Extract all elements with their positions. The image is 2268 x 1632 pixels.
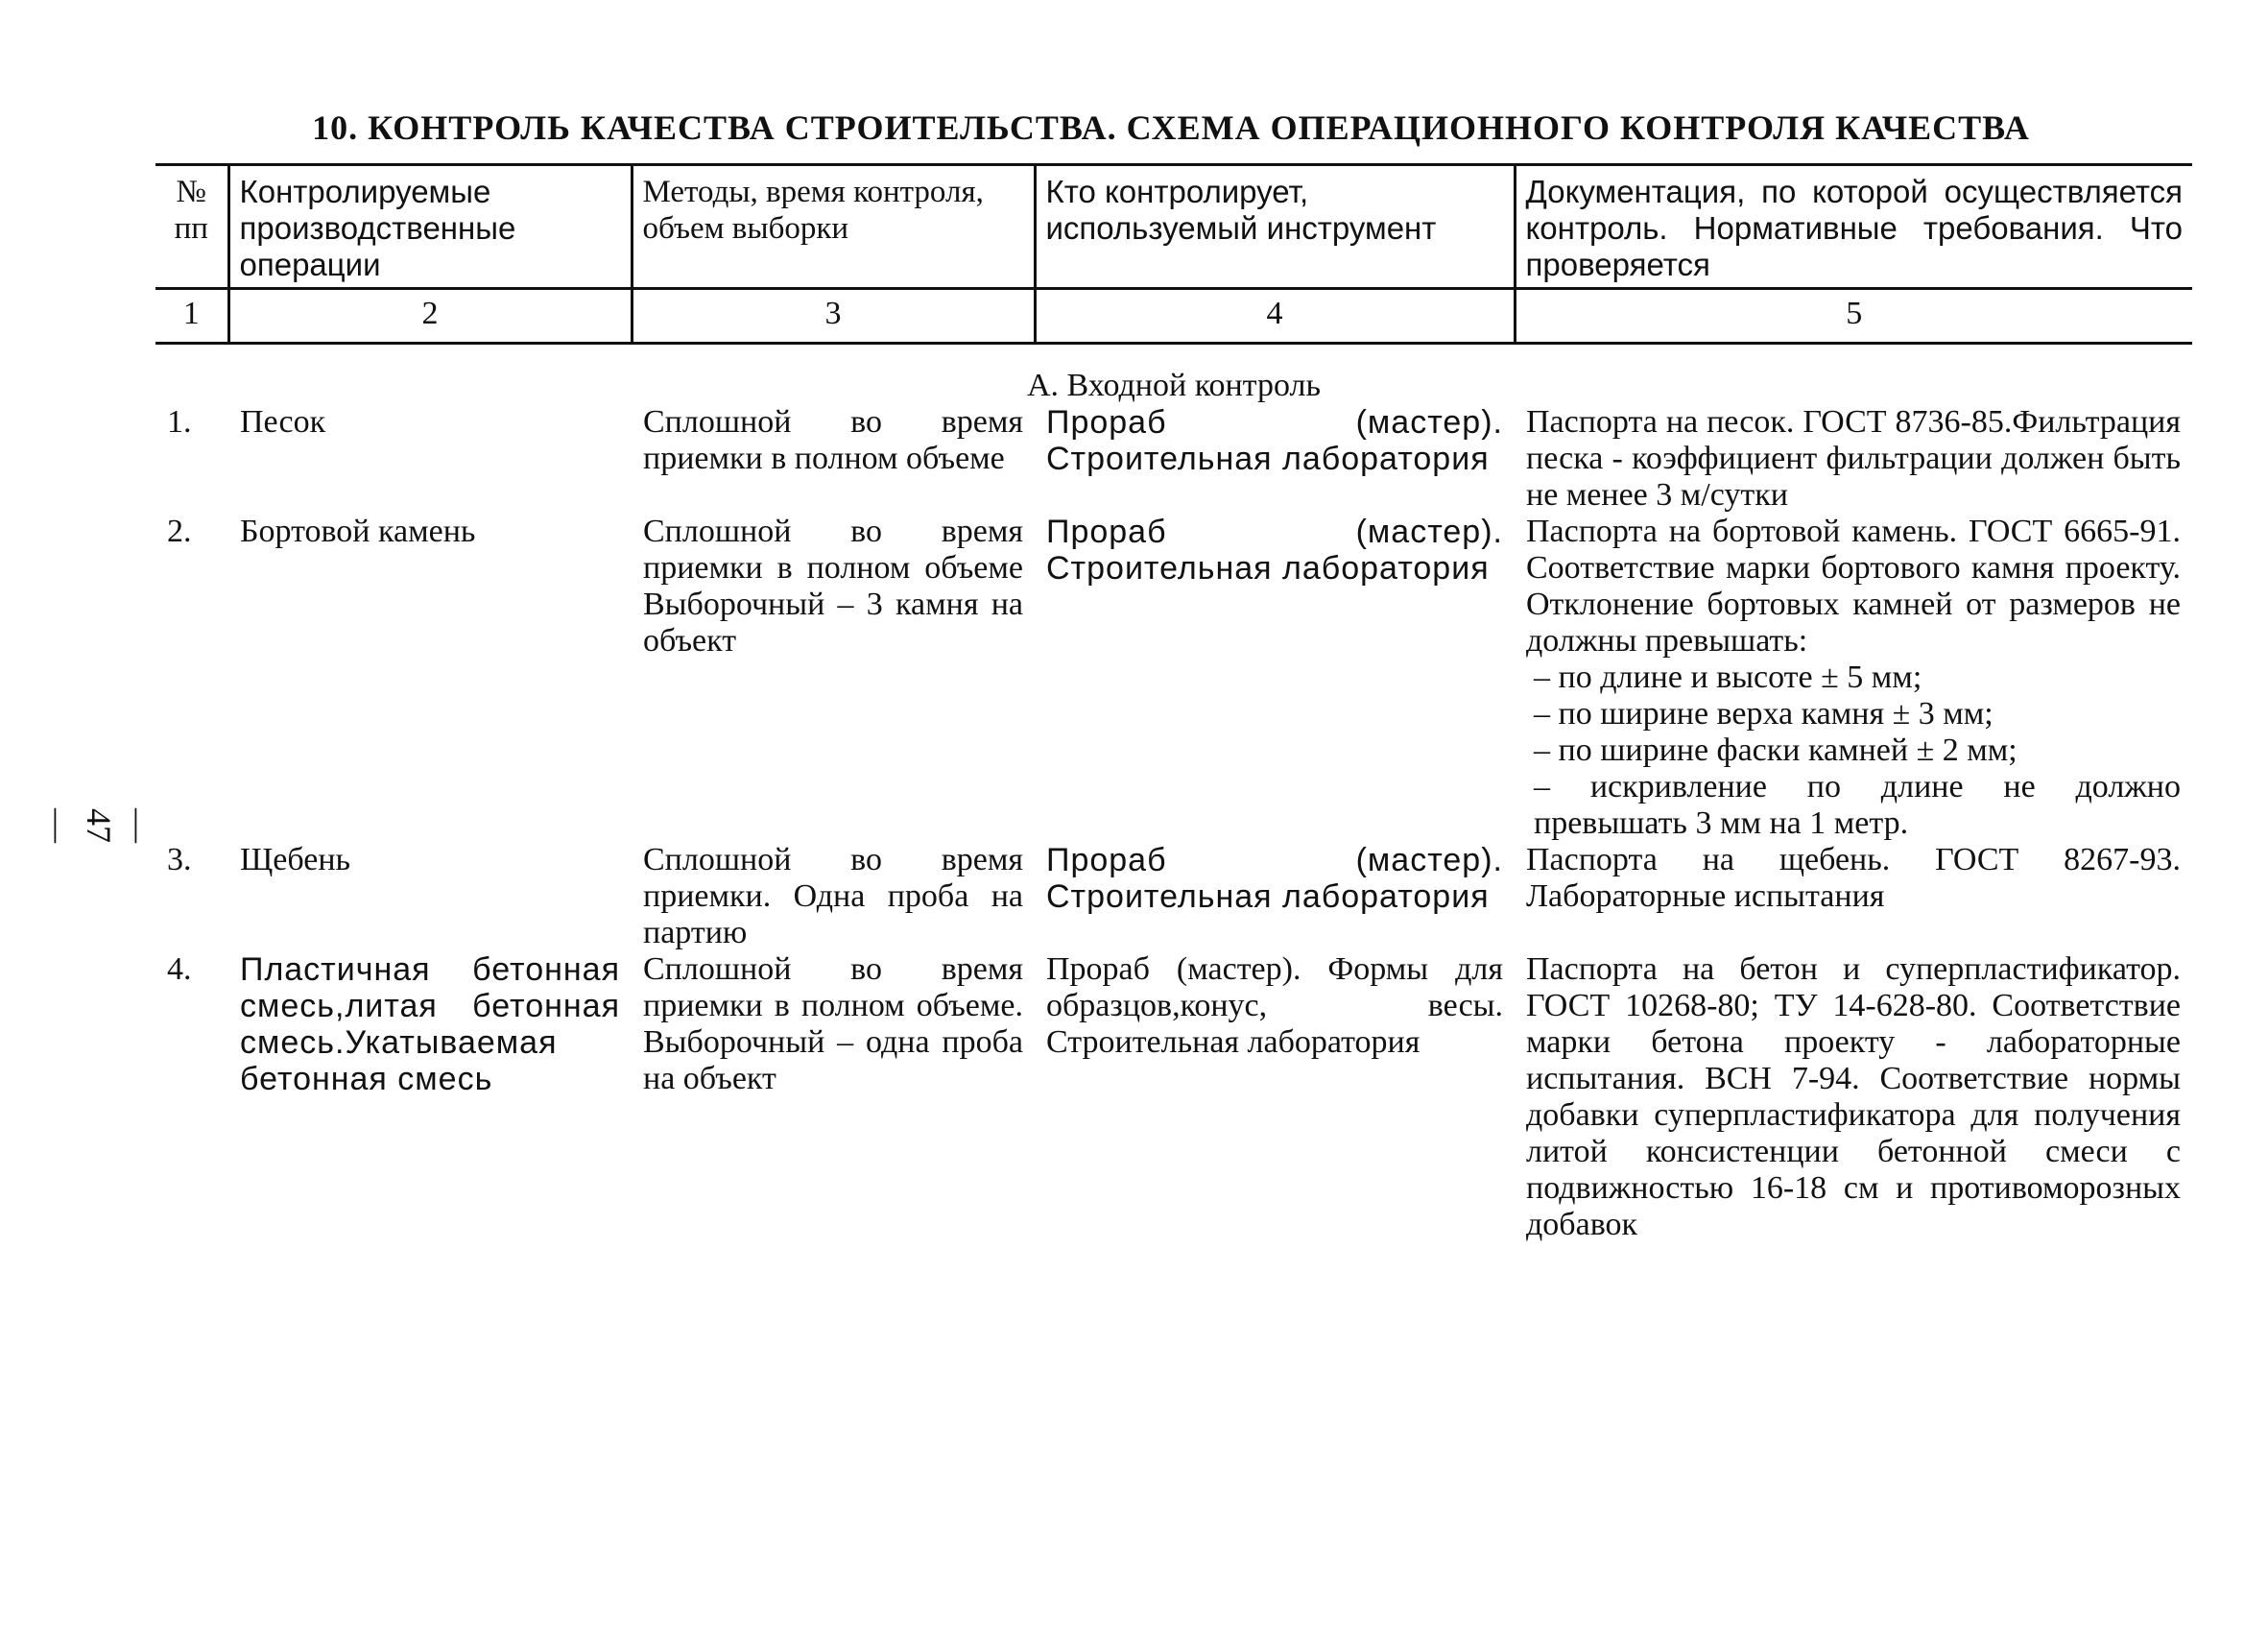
header-number: № пп xyxy=(155,165,228,289)
row-operation: Песок xyxy=(240,404,326,440)
row-number: 2. xyxy=(167,514,192,549)
row-operation: Пластичная бетонная смесь,литая бетонная смесь.Укатываемая бетонная смесь xyxy=(240,951,620,1097)
header-documentation: Документация, по которой осуществляется контроль. Нормативные требования. Что проверяется xyxy=(1515,165,2192,289)
row-controller: Прораб (мастер). Формы для образцов,конус, весы. Строительная лаборатория xyxy=(1046,951,1503,1060)
row-operation: Бортовой камень xyxy=(240,514,476,549)
quality-control-table xyxy=(155,163,2192,1243)
row-method: Сплошной во время приемки в полном объеме. Выборочный – одна проба на объект xyxy=(643,951,1023,1096)
row-documentation-cell xyxy=(1515,514,2192,842)
row-number: 1. xyxy=(167,404,192,440)
row-documentation: Паспорта на щебень. ГОСТ 8267-93. Лабораторные испытания xyxy=(1526,842,2181,914)
section-row xyxy=(155,344,2192,405)
row-documentation: Паспорта на песок. ГОСТ 8736-85.Фильтрация песка - коэффициент фильтрации должен быть не менее 3 м/сутки xyxy=(1526,404,2181,513)
tolerance-item: – по длине и высоте ± 5 мм; xyxy=(1534,660,1922,695)
column-numbers-row xyxy=(155,289,2192,344)
column-number: 5 xyxy=(1515,289,2192,344)
row-method: Сплошной во время приемки в полном объеме xyxy=(643,404,1023,476)
table-header-row xyxy=(155,165,2192,289)
header-operations: Контролируемые производственные операции xyxy=(228,165,632,289)
table-row xyxy=(155,514,2192,842)
page-title: 10. КОНТРОЛЬ КАЧЕСТВА СТРОИТЕЛЬСТВА. СХЕМА ОПЕРАЦИОННОГО КОНТРОЛЯ КАЧЕСТВА xyxy=(312,108,2030,147)
header-controller: Кто контролирует, используемый инструмент xyxy=(1035,165,1515,289)
row-controller: Прораб (мастер). Строительная лаборатория xyxy=(1046,404,1503,477)
tolerance-item: – по ширине фаски камней ± 2 мм; xyxy=(1534,732,2017,768)
table-row xyxy=(155,404,2192,514)
row-controller: Прораб (мастер). Строительная лаборатория xyxy=(1046,842,1503,915)
column-number: 4 xyxy=(1035,289,1515,344)
page-number: — 47 — xyxy=(39,808,158,843)
row-operation: Щебень xyxy=(240,842,351,877)
header-methods: Методы, время контроля, объем выборки xyxy=(632,165,1035,289)
row-controller: Прораб (мастер). Строительная лаборатория xyxy=(1046,514,1503,587)
table-row xyxy=(155,951,2192,1243)
column-number: 1 xyxy=(155,289,228,344)
table-row xyxy=(155,842,2192,951)
section-title: А. Входной контроль xyxy=(1027,368,1321,403)
column-number: 3 xyxy=(632,289,1035,344)
column-number: 2 xyxy=(228,289,632,344)
tolerance-item: – по ширине верха камня ± 3 мм; xyxy=(1534,696,1993,732)
row-number: 3. xyxy=(167,842,192,877)
row-method: Сплошной во время приемки. Одна проба на партию xyxy=(643,842,1023,950)
row-method: Сплошной во время приемки в полном объеме Выборочный – 3 камня на объект xyxy=(643,514,1023,659)
row-number: 4. xyxy=(167,951,192,987)
tolerance-item: – искривление по длине не должно превышать 3 мм на 1 метр. xyxy=(1534,769,2181,841)
row-documentation: Паспорта на бетон и суперпластификатор. ГОСТ 10268-80; ТУ 14-628-80. Соответствие марки бетона проекту - лабораторные испытания. ВСН 7-94. Соответствие нормы добавки суперпластификатора для получения литой консистенции бетонной смеси с подвижностью 16-18 см и противоморозных добавок xyxy=(1526,951,2181,1242)
row-documentation: Паспорта на бортовой камень. ГОСТ 6665-91. Соответствие марки бортового камня проекту. Отклонение бортовых камней от размеров не должны превышать: xyxy=(1526,514,2181,659)
